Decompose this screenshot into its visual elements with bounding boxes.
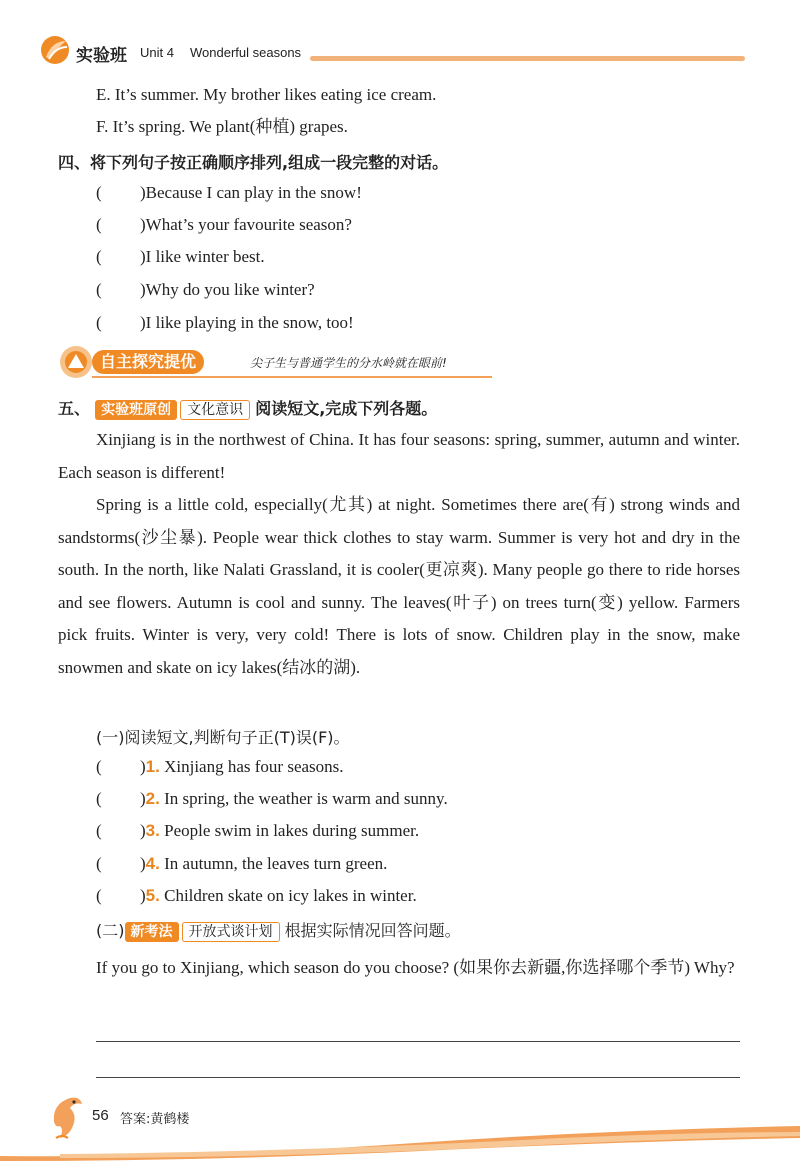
banner-slogan: 尖子生与普通学生的分水岭就在眼前! xyxy=(250,356,447,370)
order-item: ( )I like winter best. xyxy=(96,241,265,273)
section-four-heading: 四、将下列句子按正确顺序排列,组成一段完整的对话。 xyxy=(58,153,449,172)
answer-paren[interactable]: ( xyxy=(96,854,102,873)
banner-underline xyxy=(92,376,492,378)
tf-item: ( )4. In autumn, the leaves turn green. xyxy=(96,848,387,880)
part-one-heading: (一)阅读短文,判断句子正(T)误(F)。 xyxy=(96,728,350,747)
option-e: E. It’s summer. My brother likes eating ice cream. xyxy=(96,85,437,104)
explore-badge-icon xyxy=(58,344,94,380)
part-two-heading: 根据实际情况回答问题。 xyxy=(284,921,461,940)
answer-paren[interactable]: ( xyxy=(96,313,102,332)
option-f: F. It’s spring. We plant(种植) grapes. xyxy=(96,117,348,136)
answer-paren[interactable]: ( xyxy=(96,789,102,808)
section-five-number: 五、 xyxy=(58,399,91,418)
order-item: ( )I like playing in the snow, too! xyxy=(96,307,354,339)
header-decor-bar xyxy=(310,56,745,61)
tf-item: ( )5. Children skate on icy lakes in winter. xyxy=(96,880,417,912)
tf-item: ( )2. In spring, the weather is warm and sunny. xyxy=(96,783,448,815)
section-five-header xyxy=(58,396,437,420)
answer-paren[interactable]: ( xyxy=(96,247,102,266)
series-name: 实验班 xyxy=(76,46,127,66)
order-item: ( )Why do you like winter? xyxy=(96,274,315,306)
tf-item: ( )1. Xinjiang has four seasons. xyxy=(96,751,344,783)
dolphin-mascot-icon xyxy=(48,1092,86,1142)
answer-paren[interactable]: ( xyxy=(96,280,102,299)
open-talk-tag: 开放式谈计划 xyxy=(182,922,280,942)
answer-line[interactable] xyxy=(96,1077,740,1078)
original-tag: 实验班原创 xyxy=(95,400,177,420)
answer-line[interactable] xyxy=(96,1041,740,1042)
open-question: If you go to Xinjiang, which season do you choose? (如果你去新疆,你选择哪个季节) Why? xyxy=(96,958,735,977)
answer-paren[interactable]: ( xyxy=(96,886,102,905)
new-method-tag: 新考法 xyxy=(125,922,179,942)
answer-paren[interactable]: ( xyxy=(96,757,102,776)
section-five-heading: 阅读短文,完成下列各题。 xyxy=(255,399,438,418)
passage-paragraph-2: Spring is a little cold, especially(尤其) at night. Sometimes there are(有) strong winds and sandstorms(沙尘暴). People wear thick clothes to stay warm. Summer is very hot and dry in the south. In the north, like Nalati Grassland, it is cooler(更凉爽). Many people go there to ride horses and see flowers. Autumn is cool and sunny. The leaves(叶子) on trees turn(变) yellow. Farmers pick fruits. Winter is very, very cold! There is lots of snow. Children play in the snow, make snowmen and skate on icy lakes(结冰的湖). xyxy=(58,495,740,677)
unit-label: Unit 4 xyxy=(140,45,174,60)
tf-item: ( )3. People swim in lakes during summer. xyxy=(96,815,419,847)
answer-paren[interactable]: ( xyxy=(96,821,102,840)
series-logo-icon xyxy=(40,35,70,65)
banner-label: 自主探究提优 xyxy=(92,350,204,374)
answer-paren[interactable]: ( xyxy=(96,215,102,234)
answer-paren[interactable]: ( xyxy=(96,183,102,202)
order-item: ( )What’s your favourite season? xyxy=(96,209,352,241)
part-two-header xyxy=(96,918,461,942)
passage-paragraph-1: Xinjiang is in the northwest of China. It has four seasons: spring, summer, autumn and winter. Each season is different! xyxy=(58,430,740,482)
page-number: 56 xyxy=(92,1107,109,1124)
unit-title: Wonderful seasons xyxy=(190,45,302,60)
answer-key-label: 答案:黄鹤楼 xyxy=(120,1112,190,1127)
culture-tag: 文化意识 xyxy=(180,400,250,420)
order-item: ( )Because I can play in the snow! xyxy=(96,177,362,209)
part-two-prefix: (二) xyxy=(96,921,125,940)
